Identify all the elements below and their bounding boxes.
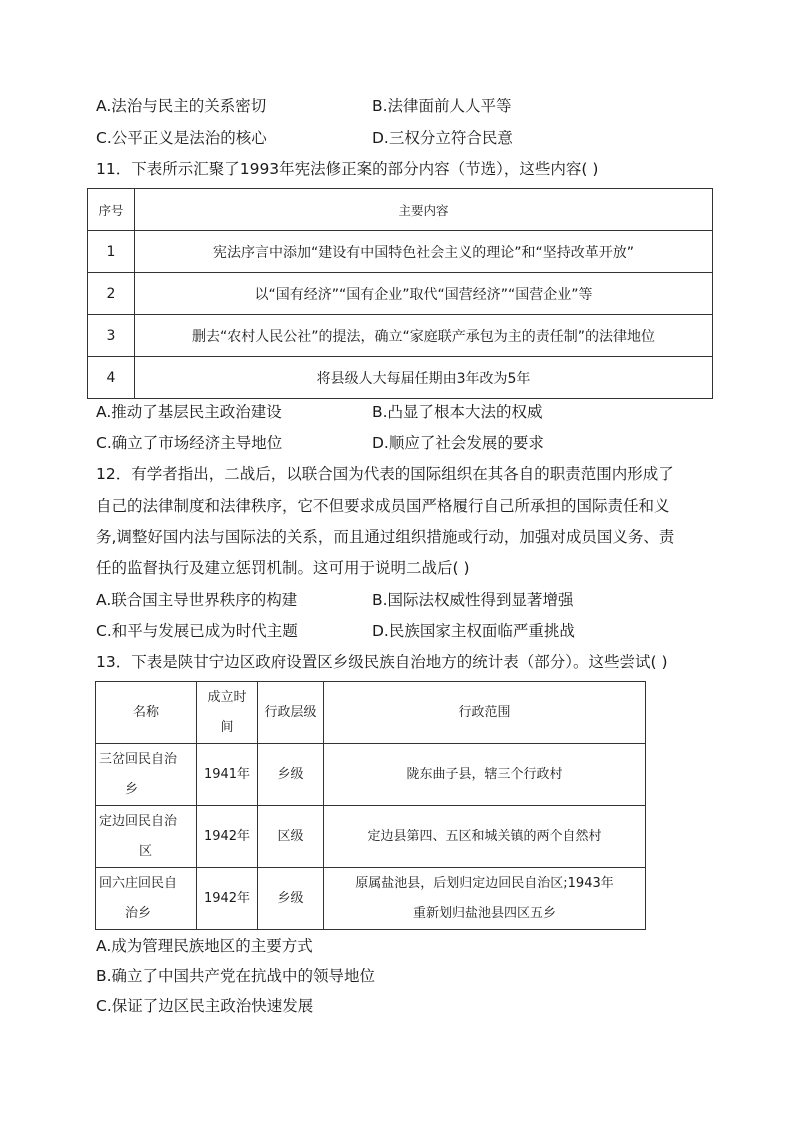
row-number: 1 [88, 231, 135, 273]
q11-option-a: A.推动了基层民主政治建设 [96, 403, 282, 421]
row-level: 区级 [258, 806, 324, 868]
row-content: 将县级人大每届任期由3年改为5年 [135, 357, 713, 399]
q13-option-a: A.成为管理民族地区的主要方式 [96, 937, 313, 955]
row-scope: 陇东曲子县，辖三个行政村 [324, 744, 646, 806]
row-year: 1942年 [197, 806, 258, 868]
row-name-line-1: 回六庄回民自 [99, 875, 178, 891]
table-row [96, 868, 646, 930]
q10-option-d: D.三权分立符合民意 [372, 129, 513, 147]
q10-option-b: B.法律面前人人平等 [372, 97, 512, 115]
row-name-line-1: 三岔回民自治 [99, 751, 178, 767]
row-name-line-2: 治乡 [125, 905, 152, 921]
q10-option-a: A.法治与民主的关系密切 [96, 97, 267, 115]
row-number: 4 [88, 357, 135, 399]
row-number: 2 [88, 273, 135, 315]
header-scope: 行政范围 [324, 682, 646, 744]
header-name: 名称 [96, 682, 197, 744]
header-time-line-2: 间 [220, 719, 234, 735]
header-content: 主要内容 [135, 189, 713, 231]
row-content: 以“国有经济”“国有企业”取代“国营经济”“国营企业”等 [135, 273, 713, 315]
row-level: 乡级 [258, 744, 324, 806]
row-name-line-1: 定边回民自治 [99, 813, 178, 829]
row-year: 1941年 [197, 744, 258, 806]
q12-line-3: 务,调整好国内法与国际法的关系，而且通过组织措施或行动，加强对成员国义务、责 [96, 528, 675, 546]
row-content: 删去“农村人民公社”的提法，确立“家庭联产承包为主的责任制”的法律地位 [135, 315, 713, 357]
q12-option-a: A.联合国主导世界秩序的构建 [96, 591, 298, 609]
q12-line-1: 12．有学者指出，二战后，以联合国为代表的国际组织在其各自的职责范围内形成了 [96, 465, 674, 483]
q12-line-2: 自己的法律制度和法律秩序，它不但要求成员国严格履行自己所承担的国际责任和义 [96, 497, 670, 515]
row-name [96, 744, 197, 806]
q12-option-d: D.民族国家主权面临严重挑战 [372, 622, 575, 640]
row-scope: 定边县第四、五区和城关镇的两个自然村 [324, 806, 646, 868]
q13-table [95, 681, 646, 930]
row-name-line-2: 区 [139, 843, 153, 859]
row-name [96, 806, 197, 868]
table-row [88, 315, 713, 357]
table-row [96, 806, 646, 868]
q13-stem: 13．下表是陕甘宁边区政府设置区乡级民族自治地方的统计表（部分）。这些尝试( ) [96, 653, 668, 671]
q11-option-c: C.确立了市场经济主导地位 [96, 434, 283, 452]
q12-option-b: B.国际法权威性得到显著增强 [372, 591, 574, 609]
row-number: 3 [88, 315, 135, 357]
q10-option-c: C.公平正义是法治的核心 [96, 129, 267, 147]
row-scope-line-2: 重新划归盐池县四区五乡 [412, 905, 556, 921]
row-name-line-2: 乡 [125, 781, 139, 797]
q13-option-b: B.确立了中国共产党在抗战中的领导地位 [96, 967, 376, 985]
q12-line-4: 任的监督执行及建立惩罚机制。这可用于说明二战后( ) [96, 559, 470, 577]
row-year: 1942年 [197, 868, 258, 930]
q11-stem: 11．下表所示汇聚了1993年宪法修正案的部分内容（节选），这些内容( ) [96, 160, 599, 178]
row-scope-line-1: 原属盐池县，后划归定边回民自治区;1943年 [355, 875, 614, 891]
table-row [88, 273, 713, 315]
row-level: 乡级 [258, 868, 324, 930]
header-time-line-1: 成立时 [207, 689, 247, 705]
table-row [96, 744, 646, 806]
q13-option-c: C.保证了边区民主政治快速发展 [96, 997, 314, 1015]
q12-option-c: C.和平与发展已成为时代主题 [96, 622, 298, 640]
header-number: 序号 [88, 189, 135, 231]
row-content: 宪法序言中添加“建设有中国特色社会主义的理论”和“坚持改革开放” [135, 231, 713, 273]
table-row [88, 357, 713, 399]
table-header-row [96, 682, 646, 744]
header-time [197, 682, 258, 744]
row-scope [324, 868, 646, 930]
table-header-row [88, 189, 713, 231]
row-name [96, 868, 197, 930]
header-level: 行政层级 [258, 682, 324, 744]
q11-option-d: D.顺应了社会发展的要求 [372, 434, 544, 452]
q11-option-b: B.凸显了根本大法的权威 [372, 403, 543, 421]
q11-table [87, 188, 713, 399]
table-row [88, 231, 713, 273]
